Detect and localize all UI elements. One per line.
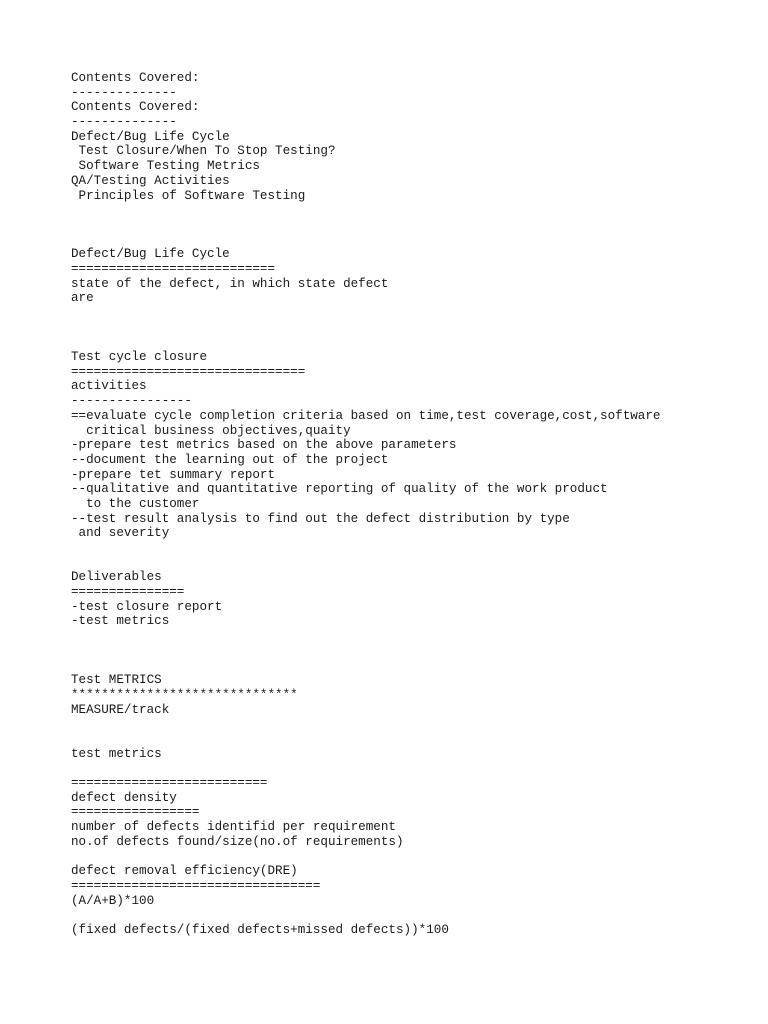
- text-line: to the customer: [71, 496, 200, 511]
- text-line: -test closure report: [71, 599, 223, 614]
- text-line: ==========================: [71, 776, 268, 790]
- text-line: ----------------: [71, 394, 192, 409]
- blank-line: [71, 908, 660, 923]
- blank-line: [71, 233, 660, 248]
- text-line: ===============: [71, 585, 185, 600]
- text-line: ===============================: [71, 364, 306, 379]
- text-line: -test metrics: [71, 614, 170, 629]
- text-line: --test result analysis to find out the defect distribution by type: [71, 511, 570, 526]
- text-line: --------------: [71, 85, 177, 100]
- text-line: -prepare test metrics based on the above parameters: [71, 438, 457, 453]
- text-line: Contents Covered:: [71, 71, 200, 85]
- text-line: -prepare tet summary report: [71, 467, 276, 482]
- blank-line: [71, 659, 660, 674]
- text-line: Contents Covered:: [71, 100, 200, 115]
- text-line: test metrics: [71, 746, 162, 761]
- text-line: and severity: [71, 526, 170, 541]
- text-line: --------------: [71, 115, 177, 130]
- text-line: ===========================: [71, 261, 276, 276]
- text-line: --qualitative and quantitative reporting of quality of the work product: [71, 482, 608, 497]
- blank-line: [71, 321, 660, 336]
- text-line: MEASURE/track: [71, 702, 170, 717]
- blank-line: [71, 717, 660, 732]
- text-line: --document the learning out of the project: [71, 452, 389, 467]
- text-line: Defect/Bug Life Cycle: [71, 129, 230, 144]
- blank-line: [71, 849, 660, 864]
- blank-line: [71, 218, 660, 233]
- text-line: Test Closure/When To Stop Testing?: [71, 144, 336, 159]
- text-line: Test METRICS: [71, 673, 162, 688]
- blank-line: [71, 556, 660, 571]
- blank-line: [71, 306, 660, 321]
- text-line: critical business objectives,quaity: [71, 423, 351, 438]
- text-line: number of defects identifid per requirement: [71, 820, 396, 835]
- text-line: Test cycle closure: [71, 350, 208, 365]
- text-line: defect density: [71, 790, 177, 805]
- blank-line: [71, 335, 660, 350]
- text-line: ==evaluate cycle completion criteria based on time,test coverage,cost,software: [71, 408, 661, 423]
- text-line: Deliverables: [71, 570, 162, 585]
- blank-line: [71, 732, 660, 747]
- blank-line: [71, 761, 660, 776]
- text-line: ******************************: [71, 687, 298, 702]
- blank-line: [71, 629, 660, 644]
- text-line: =================================: [71, 878, 321, 893]
- text-line: (A/A+B)*100: [71, 893, 155, 908]
- text-line: Defect/Bug Life Cycle: [71, 247, 230, 262]
- blank-line: [71, 644, 660, 659]
- document-text: [71, 71, 660, 938]
- text-line: are: [71, 291, 94, 306]
- text-line: Principles of Software Testing: [71, 188, 306, 203]
- text-line: QA/Testing Activities: [71, 173, 230, 188]
- text-line: defect removal efficiency(DRE): [71, 864, 298, 879]
- text-line: Software Testing Metrics: [71, 159, 260, 174]
- text-line: state of the defect, in which state defect: [71, 276, 389, 291]
- blank-line: [71, 203, 660, 218]
- text-line: (fixed defects/(fixed defects+missed defects))*100: [71, 922, 449, 937]
- text-line: =================: [71, 805, 200, 820]
- text-line: activities: [71, 379, 147, 394]
- text-line: no.of defects found/size(no.of requirements): [71, 834, 404, 849]
- blank-line: [71, 541, 660, 556]
